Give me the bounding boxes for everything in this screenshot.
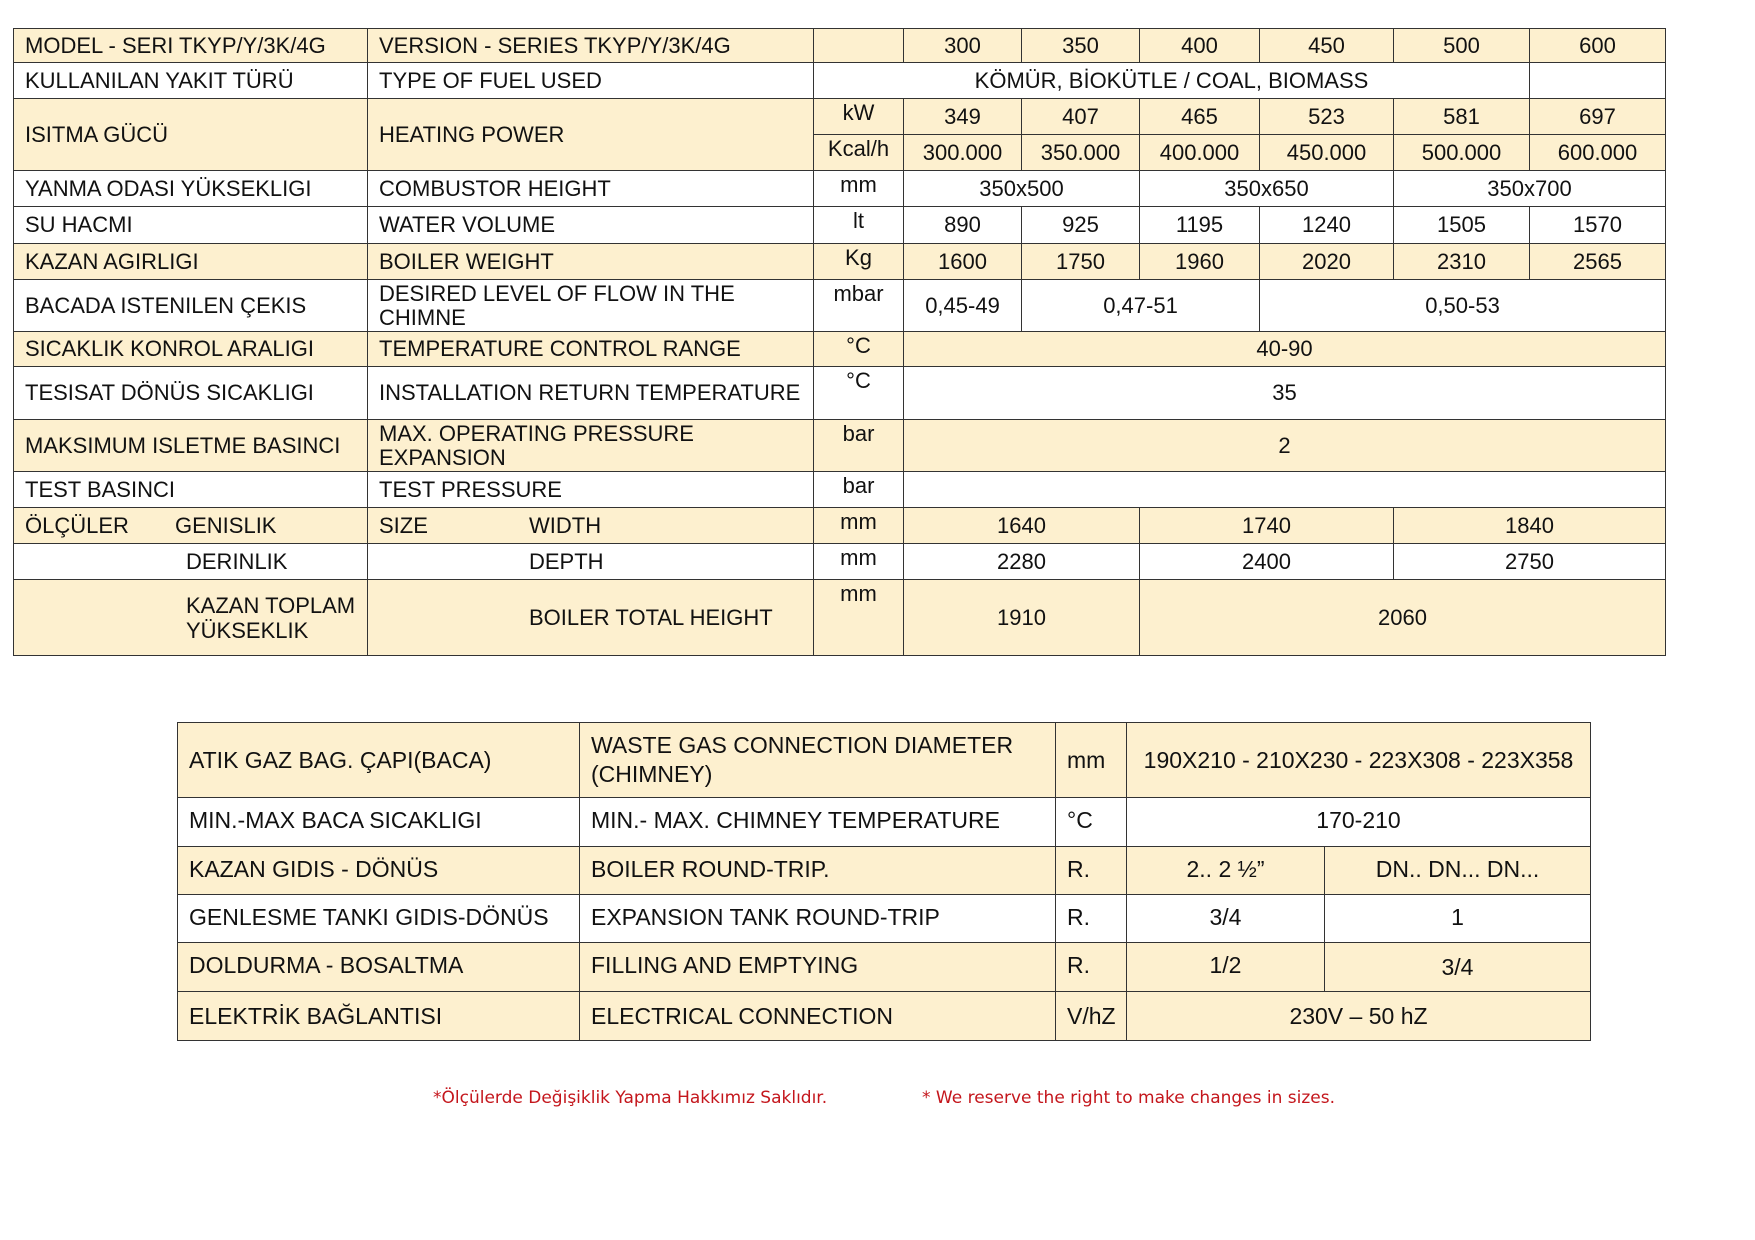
filling-label-tr: DOLDURMA - BOSALTMA (178, 943, 580, 992)
width-value: 1840 (1394, 508, 1666, 544)
unit-mm: mm (814, 171, 904, 207)
expansion-value: 1 (1325, 895, 1591, 943)
heating-kw-value: 349 (904, 99, 1022, 135)
filling-value: 1/2 (1127, 943, 1325, 992)
unit-cell (814, 29, 904, 63)
depth-label-tr: DERINLIK (14, 544, 368, 580)
table-row (14, 580, 1666, 656)
unit-r: R. (1056, 847, 1127, 895)
height-label-tr: KAZAN TOPLAM YÜKSEKLIK (14, 580, 368, 656)
model-label-tr: MODEL - SERI TKYP/Y/3K/4G (14, 29, 368, 63)
water-label-tr: SU HACMI (14, 207, 368, 244)
water-label-en: WATER VOLUME (368, 207, 814, 244)
unit-bar: bar (814, 472, 904, 508)
table-row (14, 508, 1666, 544)
draft-label-en: DESIRED LEVEL OF FLOW IN THE CHIMNE (368, 280, 814, 332)
water-value: 890 (904, 207, 1022, 244)
empty-cell (1530, 63, 1666, 99)
model-400: 400 (1140, 29, 1260, 63)
water-value: 1240 (1260, 207, 1394, 244)
unit-lt: lt (814, 207, 904, 244)
depth-value: 2280 (904, 544, 1140, 580)
round-trip-value: DN.. DN... DN... (1325, 847, 1591, 895)
note-en: * We reserve the right to make changes in sizes. (922, 1088, 1336, 1108)
heating-kw-value: 523 (1260, 99, 1394, 135)
depth-label-en: DEPTH (368, 544, 814, 580)
temp-range-label-tr: SICAKLIK KONROL ARALIGI (14, 332, 368, 367)
fuel-label-en: TYPE OF FUEL USED (368, 63, 814, 99)
chimney-temp-value: 170-210 (1127, 798, 1591, 847)
heating-kcal-value: 350.000 (1022, 135, 1140, 171)
unit-vhz: V/hZ (1056, 992, 1127, 1041)
height-label-en: BOILER TOTAL HEIGHT (368, 580, 814, 656)
water-value: 925 (1022, 207, 1140, 244)
connections-table (177, 722, 1591, 1041)
boiler-spec-table (13, 28, 1666, 656)
width-label-en: WIDTH (529, 512, 602, 538)
model-500: 500 (1394, 29, 1530, 63)
model-600: 600 (1530, 29, 1666, 63)
heating-kcal-value: 600.000 (1530, 135, 1666, 171)
weight-value: 2020 (1260, 244, 1394, 280)
weight-label-tr: KAZAN AGIRLIGI (14, 244, 368, 280)
test-pressure-label-en: TEST PRESSURE (368, 472, 814, 508)
heating-kw-value: 697 (1530, 99, 1666, 135)
table-row (178, 847, 1591, 895)
combustor-label-en: COMBUSTOR HEIGHT (368, 171, 814, 207)
heating-kcal-value: 500.000 (1394, 135, 1530, 171)
unit-mm: mm (814, 580, 904, 656)
unit-bar: bar (814, 420, 904, 472)
heating-kw-value: 581 (1394, 99, 1530, 135)
temp-range-label-en: TEMPERATURE CONTROL RANGE (368, 332, 814, 367)
round-trip-value: 2.. 2 ½” (1127, 847, 1325, 895)
draft-label-tr: BACADA ISTENILEN ÇEKIS (14, 280, 368, 332)
table-row (178, 992, 1591, 1041)
combustor-value: 350x500 (904, 171, 1140, 207)
table-row (14, 63, 1666, 99)
chimney-temp-label-en: MIN.- MAX. CHIMNEY TEMPERATURE (580, 798, 1056, 847)
chimney-temp-label-tr: MIN.-MAX BACA SICAKLIGI (178, 798, 580, 847)
sizes-label-tr-cell (14, 508, 368, 544)
combustor-value: 350x650 (1140, 171, 1394, 207)
max-pressure-value: 2 (904, 420, 1666, 472)
combustor-value: 350x700 (1394, 171, 1666, 207)
table-row (14, 544, 1666, 580)
weight-value: 1750 (1022, 244, 1140, 280)
unit-celsius: °C (1056, 798, 1127, 847)
width-value: 1740 (1140, 508, 1394, 544)
round-trip-label-tr: KAZAN GIDIS - DÖNÜS (178, 847, 580, 895)
round-trip-label-en: BOILER ROUND-TRIP. (580, 847, 1056, 895)
max-pressure-label-en: MAX. OPERATING PRESSURE EXPANSION (368, 420, 814, 472)
table-row (14, 244, 1666, 280)
waste-gas-value: 190X210 - 210X230 - 223X308 - 223X358 (1127, 723, 1591, 798)
table-row (14, 420, 1666, 472)
unit-kcal: Kcal/h (814, 135, 904, 171)
filling-value: 3/4 (1325, 943, 1591, 992)
unit-r: R. (1056, 895, 1127, 943)
table-row (14, 99, 1666, 135)
water-value: 1570 (1530, 207, 1666, 244)
table-row (14, 29, 1666, 63)
fuel-value: KÖMÜR, BİOKÜTLE / COAL, BIOMASS (814, 63, 1530, 99)
weight-value: 2310 (1394, 244, 1530, 280)
return-temp-label-en: INSTALLATION RETURN TEMPERATURE (368, 367, 814, 420)
unit-kg: Kg (814, 244, 904, 280)
heating-label-en: HEATING POWER (368, 99, 814, 171)
unit-kw: kW (814, 99, 904, 135)
unit-mm: mm (1056, 723, 1127, 798)
max-pressure-label-tr: MAKSIMUM ISLETME BASINCI (14, 420, 368, 472)
table-row (14, 207, 1666, 244)
height-value: 2060 (1140, 580, 1666, 656)
sizes-label-tr: ÖLÇÜLER (25, 512, 129, 538)
combustor-label-tr: YANMA ODASI YÜKSEKLIGI (14, 171, 368, 207)
test-pressure-value (904, 472, 1666, 508)
table-row (14, 171, 1666, 207)
test-pressure-label-tr: TEST BASINCI (14, 472, 368, 508)
heating-kw-value: 465 (1140, 99, 1260, 135)
table-row (14, 332, 1666, 367)
depth-value: 2750 (1394, 544, 1666, 580)
expansion-label-en: EXPANSION TANK ROUND-TRIP (580, 895, 1056, 943)
table-row (178, 723, 1591, 798)
table-row (14, 280, 1666, 332)
model-300: 300 (904, 29, 1022, 63)
return-temp-value: 35 (904, 367, 1666, 420)
waste-gas-label-tr: ATIK GAZ BAG. ÇAPI(BACA) (178, 723, 580, 798)
expansion-value: 3/4 (1127, 895, 1325, 943)
note-tr: *Ölçülerde Değişiklik Yapma Hakkımız Saklıdır. (433, 1088, 828, 1108)
unit-mm: mm (814, 544, 904, 580)
return-temp-label-tr: TESISAT DÖNÜS SICAKLIGI (14, 367, 368, 420)
heating-kcal-value: 400.000 (1140, 135, 1260, 171)
sizes-label-en-cell (368, 508, 814, 544)
depth-value: 2400 (1140, 544, 1394, 580)
unit-celsius: °C (814, 367, 904, 420)
filling-label-en: FILLING AND EMPTYING (580, 943, 1056, 992)
table-row (178, 895, 1591, 943)
electrical-value: 230V – 50 hZ (1127, 992, 1591, 1041)
weight-value: 1600 (904, 244, 1022, 280)
water-value: 1195 (1140, 207, 1260, 244)
heating-kw-value: 407 (1022, 99, 1140, 135)
unit-celsius: °C (814, 332, 904, 367)
width-label-tr: GENISLIK (175, 512, 277, 538)
unit-mm: mm (814, 508, 904, 544)
model-450: 450 (1260, 29, 1394, 63)
width-value: 1640 (904, 508, 1140, 544)
draft-value: 0,45-49 (904, 280, 1022, 332)
draft-value: 0,47-51 (1022, 280, 1260, 332)
waste-gas-label-en: WASTE GAS CONNECTION DIAMETER (CHIMNEY) (580, 723, 1056, 798)
water-value: 1505 (1394, 207, 1530, 244)
temp-range-value: 40-90 (904, 332, 1666, 367)
fuel-label-tr: KULLANILAN YAKIT TÜRÜ (14, 63, 368, 99)
weight-value: 1960 (1140, 244, 1260, 280)
model-350: 350 (1022, 29, 1140, 63)
heating-kcal-value: 450.000 (1260, 135, 1394, 171)
heating-label-tr: ISITMA GÜCÜ (14, 99, 368, 171)
unit-mbar: mbar (814, 280, 904, 332)
weight-value: 2565 (1530, 244, 1666, 280)
weight-label-en: BOILER WEIGHT (368, 244, 814, 280)
draft-value: 0,50-53 (1260, 280, 1666, 332)
height-value: 1910 (904, 580, 1140, 656)
unit-r: R. (1056, 943, 1127, 992)
electrical-label-tr: ELEKTRİK BAĞLANTISI (178, 992, 580, 1041)
table-row (14, 367, 1666, 420)
heating-kcal-value: 300.000 (904, 135, 1022, 171)
expansion-label-tr: GENLESME TANKI GIDIS-DÖNÜS (178, 895, 580, 943)
table-row (14, 472, 1666, 508)
electrical-label-en: ELECTRICAL CONNECTION (580, 992, 1056, 1041)
table-row (178, 943, 1591, 992)
table-row (178, 798, 1591, 847)
sizes-label-en: SIZE (379, 512, 428, 538)
model-label-en: VERSION - SERIES TKYP/Y/3K/4G (368, 29, 814, 63)
